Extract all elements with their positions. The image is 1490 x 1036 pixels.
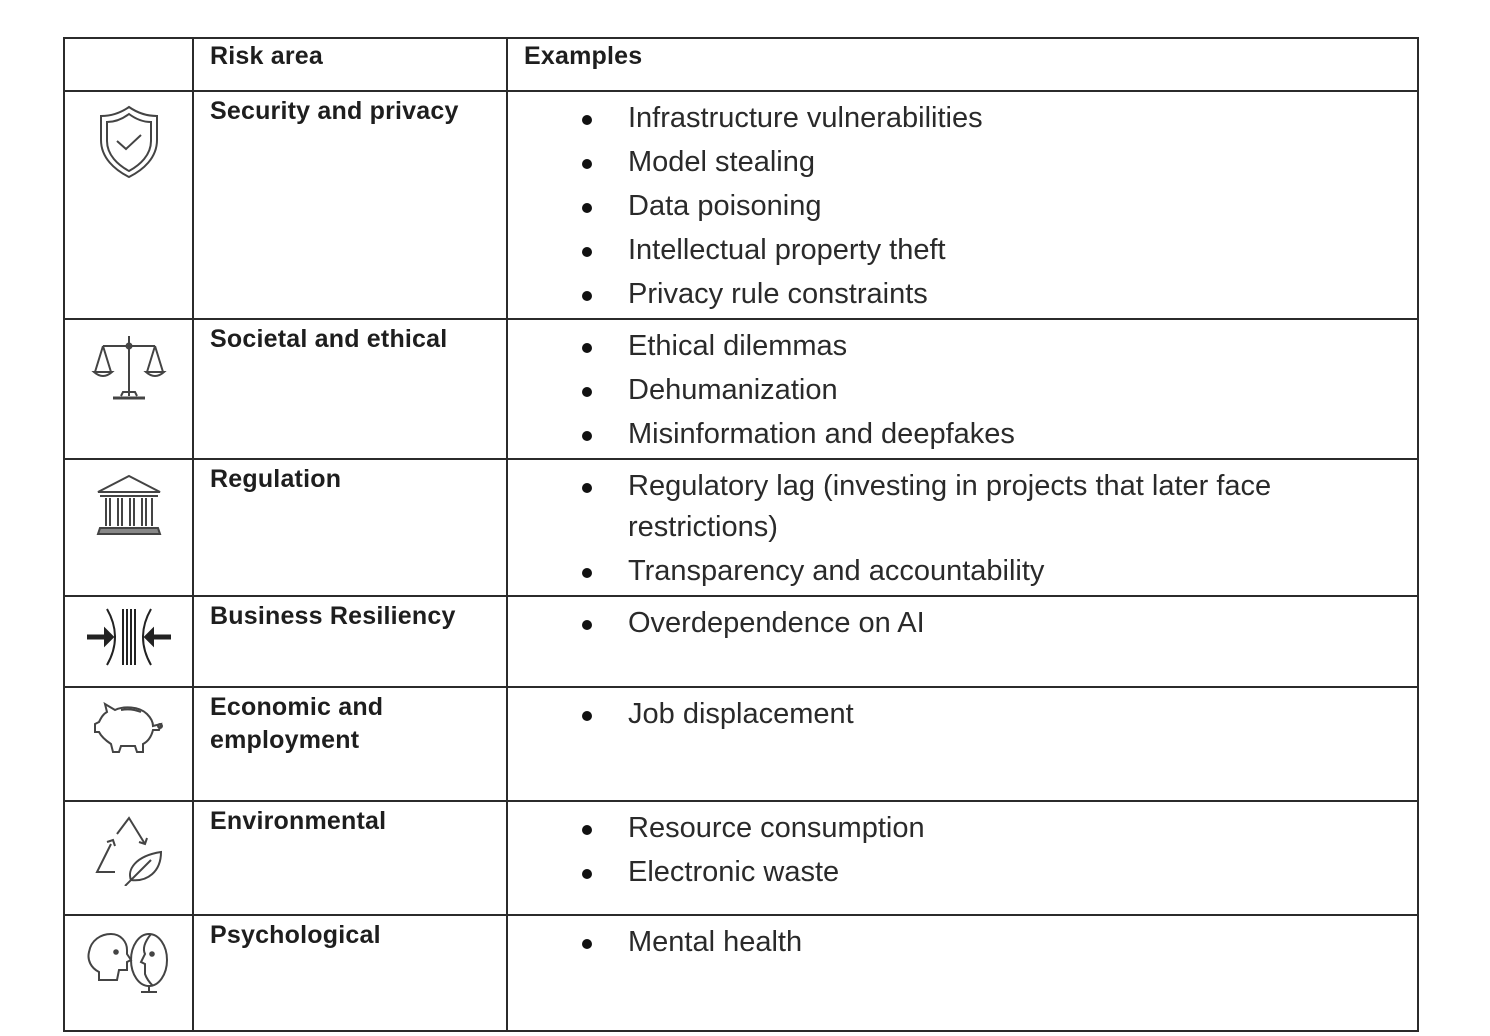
risk-area-cell [193, 915, 507, 1031]
header-icon-cell [64, 38, 193, 91]
examples-cell [507, 687, 1418, 801]
risk-area-cell [193, 687, 507, 801]
table-header-row [64, 38, 1418, 91]
examples-cell [507, 319, 1418, 459]
risk-area-label: Psychological [210, 921, 381, 949]
shield-check-icon [97, 104, 161, 180]
list-item: Intellectual property theft [628, 230, 1417, 271]
risk-area-cell [193, 596, 507, 687]
header-examples [507, 38, 1418, 91]
list-item: Overdependence on AI [628, 603, 1417, 644]
header-risk-area-label: Risk area [210, 42, 323, 70]
list-item: Resource consumption [628, 808, 1417, 849]
examples-list [508, 98, 1417, 315]
icon-cell [64, 915, 193, 1031]
examples-list [508, 694, 1417, 735]
head-mirror-icon [85, 930, 173, 996]
government-building-icon [94, 472, 164, 538]
list-item: Regulatory lag (investing in projects that later face restrictions) [628, 466, 1417, 548]
compress-arrows-icon [85, 605, 173, 669]
table-row [64, 459, 1418, 596]
icon-cell [64, 319, 193, 459]
list-item: Mental health [628, 922, 1417, 963]
header-risk-area [193, 38, 507, 91]
examples-cell [507, 596, 1418, 687]
table-row [64, 915, 1418, 1031]
risk-area-cell [193, 801, 507, 915]
list-item: Electronic waste [628, 852, 1417, 893]
icon-cell [64, 91, 193, 319]
risk-area-label: Security and privacy [210, 97, 459, 125]
risk-table [63, 37, 1419, 1032]
risk-area-label: Economic and employment [210, 693, 384, 754]
list-item: Ethical dilemmas [628, 326, 1417, 367]
risk-area-cell [193, 459, 507, 596]
table-row [64, 687, 1418, 801]
scales-icon [91, 332, 167, 404]
list-item: Job displacement [628, 694, 1417, 735]
icon-cell [64, 801, 193, 915]
risk-area-label: Environmental [210, 807, 387, 835]
risk-area-label: Business Resiliency [210, 602, 456, 630]
risk-area-cell [193, 319, 507, 459]
examples-list [508, 466, 1417, 592]
table-row [64, 91, 1418, 319]
list-item: Model stealing [628, 142, 1417, 183]
list-item: Misinformation and deepfakes [628, 414, 1417, 455]
table-row [64, 596, 1418, 687]
risk-area-label: Regulation [210, 465, 342, 493]
examples-cell [507, 91, 1418, 319]
list-item: Transparency and accountability [628, 551, 1417, 592]
examples-list [508, 326, 1417, 455]
icon-cell [64, 596, 193, 687]
examples-list [508, 922, 1417, 963]
list-item: Privacy rule constraints [628, 274, 1417, 315]
examples-cell [507, 915, 1418, 1031]
examples-list [508, 808, 1417, 893]
recycle-leaf-icon [91, 814, 167, 886]
risk-area-cell [193, 91, 507, 319]
examples-list [508, 603, 1417, 644]
risk-area-label: Societal and ethical [210, 325, 448, 353]
list-item: Infrastructure vulnerabilities [628, 98, 1417, 139]
table-row [64, 801, 1418, 915]
examples-cell [507, 459, 1418, 596]
header-examples-label: Examples [524, 42, 643, 70]
table-row [64, 319, 1418, 459]
icon-cell [64, 687, 193, 801]
piggy-bank-icon [91, 702, 167, 762]
icon-cell [64, 459, 193, 596]
list-item: Dehumanization [628, 370, 1417, 411]
examples-cell [507, 801, 1418, 915]
list-item: Data poisoning [628, 186, 1417, 227]
